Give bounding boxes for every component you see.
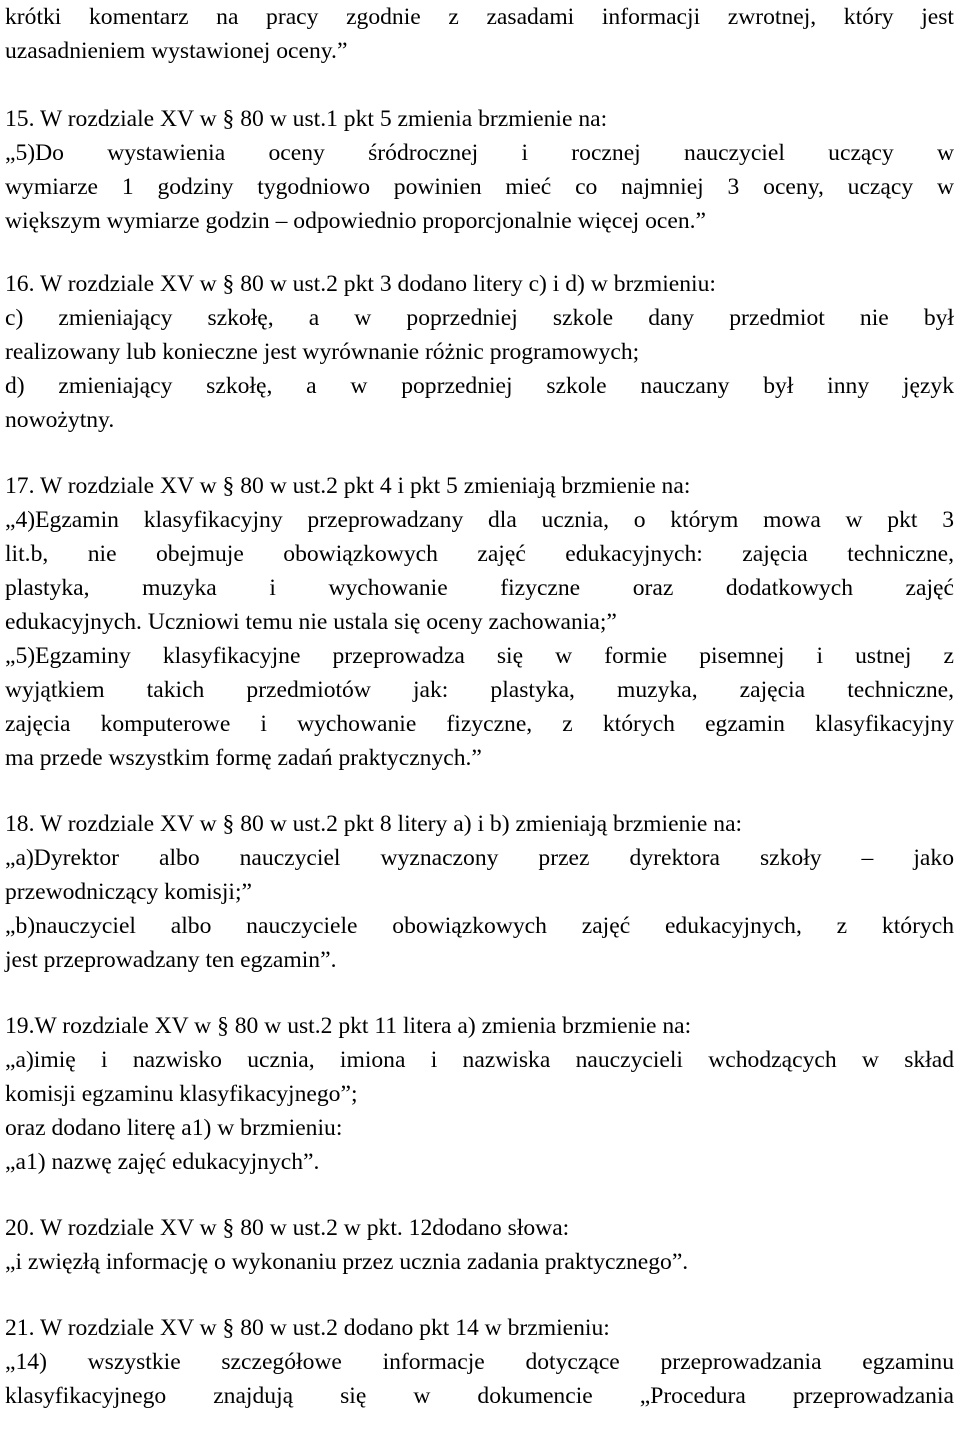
text-line: komisji egzaminu klasyfikacyjnego”; [5,1081,358,1107]
paragraph-gap [5,68,954,102]
text-line: edukacyjnych. Uczniowi temu nie ustala się oceny zachowania;” [5,609,617,635]
text-line: wyjątkiem takich przedmiotów jak: plastyka, muzyka, zajęcia techniczne, [5,677,954,703]
text-line: zajęcia komputerowe i wychowanie fizyczne, z których egzamin klasyfikacyjny [5,711,954,737]
text-line: krótki komentarz na pracy zgodnie z zasadami informacji zwrotnej, który jest [5,4,954,30]
amendment-heading-18: 18. W rozdziale XV w § 80 w ust.2 pkt 8 litery a) i b) zmieniają brzmienie na: [5,811,743,837]
paragraph-gap [5,437,954,469]
paragraph-gap [5,977,954,1009]
text-line: d) zmieniający szkołę, a w poprzedniej szkole nauczany był inny język [5,373,954,399]
text-line: nowożytny. [5,407,115,433]
paragraph-gap [5,775,954,807]
amendment-heading-17: 17. W rozdziale XV w § 80 w ust.2 pkt 4 i pkt 5 zmieniają brzmienie na: [5,473,691,499]
text-line: „4)Egzamin klasyfikacyjny przeprowadzany dla ucznia, o którym mowa w pkt 3 [5,507,954,533]
text-line: c) zmieniający szkołę, a w poprzedniej szkole dany przedmiot nie był [5,305,954,331]
text-line: oraz dodano literę a1) w brzmieniu: [5,1115,343,1141]
text-line: „14) wszystkie szczegółowe informacje dotyczące przeprowadzania egzaminu [5,1349,954,1375]
text-line: realizowany lub konieczne jest wyrównanie różnic programowych; [5,339,640,365]
amendment-heading-20: 20. W rozdziale XV w § 80 w ust.2 w pkt. 12dodano słowa: [5,1215,570,1241]
text-line: przewodniczący komisji;” [5,879,252,905]
amendment-heading-21: 21. W rozdziale XV w § 80 w ust.2 dodano pkt 14 w brzmieniu: [5,1315,610,1341]
text-line: klasyfikacyjnego znajdują się w dokumencie „Procedura przeprowadzania [5,1383,954,1409]
text-line: jest przeprowadzany ten egzamin”. [5,947,337,973]
text-line: „a1) nazwę zajęć edukacyjnych”. [5,1149,320,1175]
text-line: „b)nauczyciel albo nauczyciele obowiązkowych zajęć edukacyjnych, z których [5,913,954,939]
text-line: „a)imię i nazwisko ucznia, imiona i nazwiska nauczycieli wchodzących w skład [5,1047,954,1073]
text-line: wymiarze 1 godziny tygodniowo powinien mieć co najmniej 3 oceny, uczący w [5,174,954,200]
amendment-heading-16: 16. W rozdziale XV w § 80 w ust.2 pkt 3 dodano litery c) i d) w brzmieniu: [5,271,716,297]
text-line: uzasadnieniem wystawionej oceny.” [5,38,348,64]
amendment-heading-19: 19.W rozdziale XV w § 80 w ust.2 pkt 11 litera a) zmienia brzmienie na: [5,1013,692,1039]
paragraph-gap [5,1179,954,1211]
text-line: większym wymiarze godzin – odpowiednio proporcjonalnie więcej ocen.” [5,208,707,234]
text-line: „a)Dyrektor albo nauczyciel wyznaczony przez dyrektora szkoły – jako [5,845,954,871]
text-line: „5)Do wystawienia oceny śródrocznej i rocznej nauczyciel uczący w [5,140,954,166]
paragraph-gap [5,238,954,267]
text-line: lit.b, nie obejmuje obowiązkowych zajęć edukacyjnych: zajęcia techniczne, [5,541,954,567]
paragraph-gap [5,1279,954,1311]
text-line: „i zwięzłą informację o wykonaniu przez ucznia zadania praktycznego”. [5,1249,689,1275]
text-line: „5)Egzaminy klasyfikacyjne przeprowadza się w formie pisemnej i ustnej z [5,643,954,669]
text-line: plastyka, muzyka i wychowanie fizyczne oraz dodatkowych zajęć [5,575,954,601]
amendment-heading-15: 15. W rozdziale XV w § 80 w ust.1 pkt 5 zmienia brzmienie na: [5,106,608,132]
text-line: ma przede wszystkim formę zadań praktycznych.” [5,745,482,771]
